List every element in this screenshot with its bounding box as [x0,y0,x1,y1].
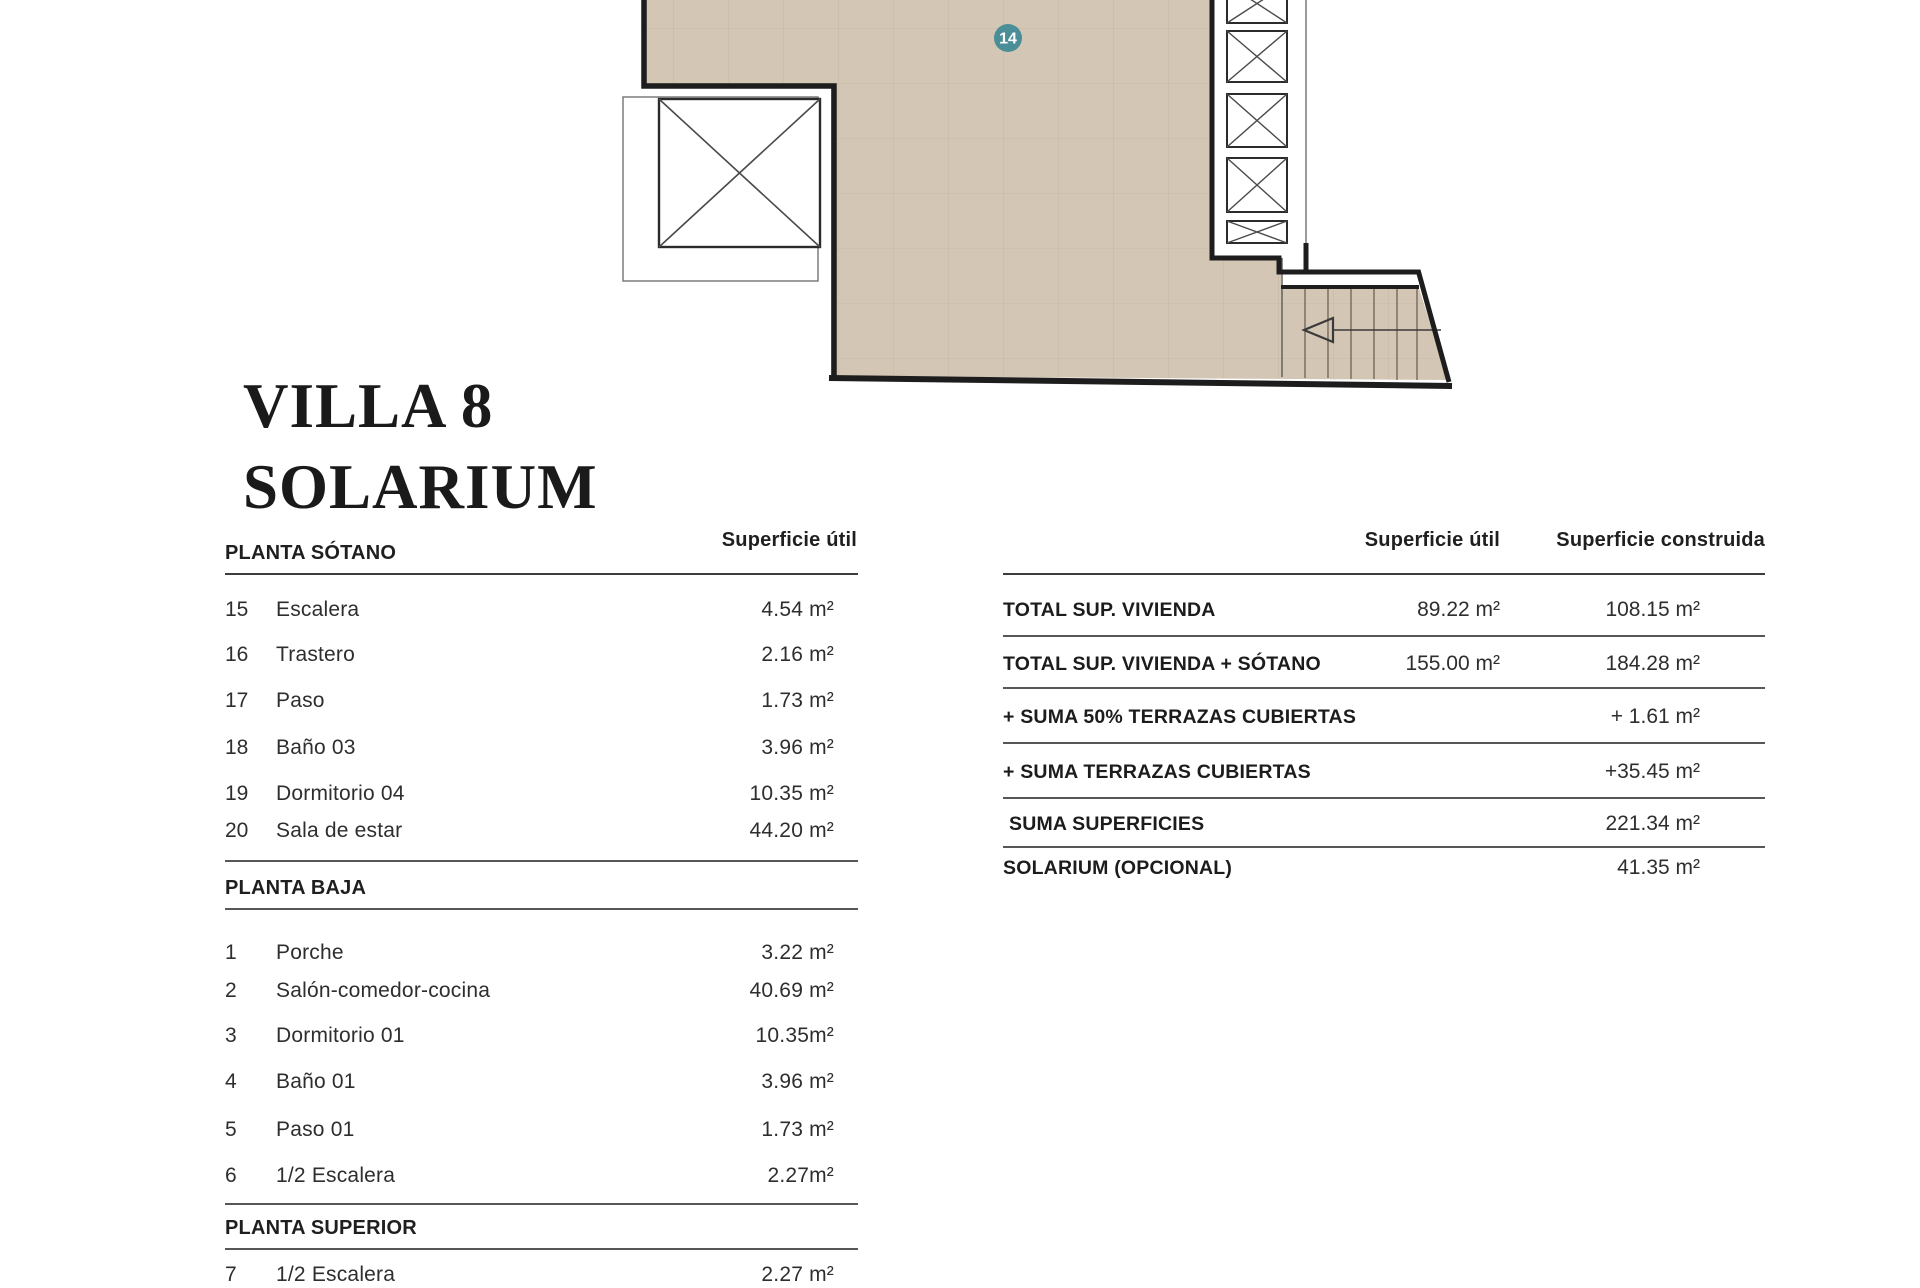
table-row: 4 Baño 01 3.96 m² [225,1070,834,1093]
divider-line [1003,573,1765,575]
hatched-beam-column [1227,0,1287,243]
table-row: 2 Salón-comedor-cocina 40.69 m² [225,979,834,1002]
divider-line [225,1203,858,1205]
summary-row: SUMA SUPERFICIES 221.34 m² [1009,812,1700,835]
room-marker-14 [994,24,1022,52]
column-header-superficie-construida: Superficie construida [1556,529,1765,551]
table-row: 5 Paso 01 1.73 m² [225,1118,834,1141]
hatched-void-left [659,99,820,247]
table-row: 16 Trastero 2.16 m² [225,643,834,666]
divider-line [1003,797,1765,799]
floor-plan-drawing [0,0,1920,400]
divider-line [1003,635,1765,637]
summary-row: TOTAL SUP. VIVIENDA 89.22 m² 108.15 m² [1003,598,1700,621]
summary-row: + SUMA TERRAZAS CUBIERTAS +35.45 m² [1003,760,1700,783]
divider-line [225,860,858,862]
table-row: 3 Dormitorio 01 10.35m² [225,1024,834,1047]
divider-line [1003,742,1765,744]
svg-text:14: 14 [999,30,1017,48]
divider-line [1003,846,1765,848]
table-row: 19 Dormitorio 04 10.35 m² [225,782,834,805]
title-line2: SOLARIUM [243,452,598,522]
section-heading-planta-sotano: PLANTA SÓTANO [225,542,397,564]
column-header-superficie-util-left: Superficie útil [721,529,857,551]
page-title [243,366,598,528]
table-row: 18 Baño 03 3.96 m² [225,736,834,759]
table-row: 20 Sala de estar 44.20 m² [225,819,834,842]
divider-line [225,573,858,575]
table-row: 15 Escalera 4.54 m² [225,598,834,621]
title-line1: VILLA 8 [243,371,494,441]
table-row: 17 Paso 1.73 m² [225,689,834,712]
summary-row: + SUMA 50% TERRAZAS CUBIERTAS + 1.61 m² [1003,705,1700,728]
divider-line [225,1248,858,1250]
table-row: 1 Porche 3.22 m² [225,941,834,964]
column-header-superficie-util: Superficie útil [1364,529,1500,551]
table-row: 6 1/2 Escalera 2.27m² [225,1164,834,1187]
summary-row: SOLARIUM (OPCIONAL) 41.35 m² [1003,856,1700,879]
section-heading-planta-superior: PLANTA SUPERIOR [225,1217,417,1239]
summary-row: TOTAL SUP. VIVIENDA + SÓTANO 155.00 m² 184.28 m² [1003,652,1700,675]
section-heading-planta-baja: PLANTA BAJA [225,877,367,899]
table-row: 7 1/2 Escalera 2.27 m² [225,1263,834,1286]
divider-line [1003,687,1765,689]
divider-line [225,908,858,910]
